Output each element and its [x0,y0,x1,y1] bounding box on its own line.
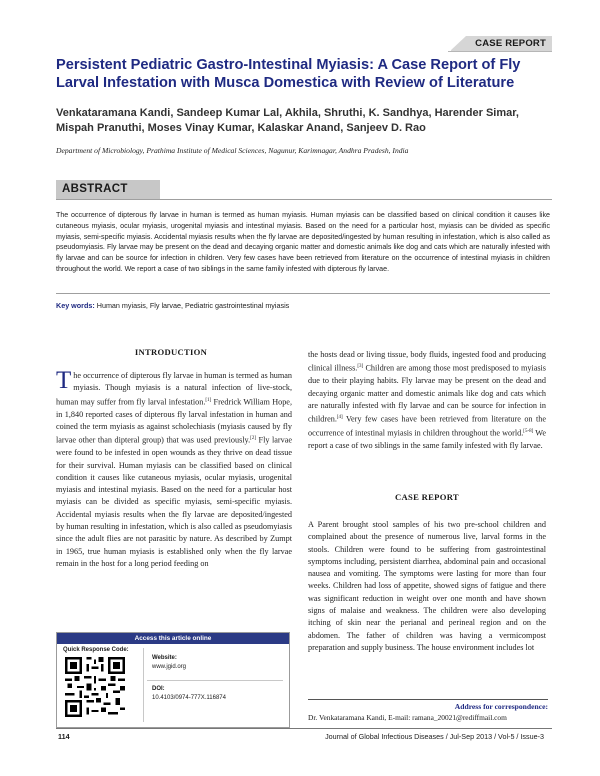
access-divider [147,680,283,681]
correspondence-text[interactable]: Dr. Venkataramana Kandi, E-mail: ramana_20021@rediffmail.com [308,713,507,722]
abstract-heading: ABSTRACT [56,180,160,199]
citation-link[interactable]: [3] [357,364,364,370]
correspondence-heading: Address for correspondence: [454,702,548,711]
keywords [56,293,550,311]
intro-text-2: Fredrick William Hope, in 1,840 reported cases of dipterous fly larval infestation in human and coined the term myiasis as against scholechiasis (myiasis caused by fly larvae other than dipteral group) that was used previously. [56,397,292,445]
author-list: Venkataramana Kandi, Sandeep Kumar Lal, Akhila, Shruthi, K. Sandhya, Harender Simar, Mispah Pranuthi, Moses Vinay Kumar, Kalaskar Anand, Sanjeev D. Rao [56,107,519,134]
keywords-label: Key words: [56,301,95,310]
case-report-badge: CASE REPORT [451,36,552,51]
qr-label: Quick Response Code: [63,647,129,653]
abstract-text: The occurrence of dipterous fly larvae in human is termed as human myiasis. Human myiasis can be classified based on clinical condition it causes like cutaneous myiasis, ocular myiasis, urogenital myiasis and intestinal myiasis. Based on the need for a particular host, myiasis can be divided as specific myiasis, semi-specific myiasis. Accidental myiasis results when the fly larvae are deposited/ingested by human resulting in infestation, which is also called as pseudomyiasis. Fly larvae may be present on the dead and decaying organic matter and domestic animals like dog and cats which are naturally infested with fly larvae and can be source for infection in children. Very few cases have been retrieved from literature on the occurrence of intestinal myiasis in children throughout the world. We report a case of two siblings in the same family infested with dipterous fly larvae. [56,211,550,273]
correspondence-rule [308,699,548,700]
footer-rule [56,728,552,729]
access-online-box [56,632,290,728]
doi-link[interactable]: 10.4103/0974-777X.116874 [152,695,226,701]
keywords-list: Human myiasis, Fly larvae, Pediatric gastrointestinal myiasis [96,301,290,310]
intro-text-4: the hosts dead or living tissue, body fluids, ingested food and producing clinical illness. [308,350,546,374]
affiliation: Department of Microbiology, Prathima Institute of Medical Sciences, Nagunur, Karimnagar, Andhra Pradesh, India [56,146,409,155]
abstract-rule [56,199,552,200]
access-divider [143,648,144,722]
case-report-paragraph: A Parent brought stool samples of his two pre-school children and complained about the presence of numerous live, larval forms in the stools. Children were found to be suffering from gastrointestinal symptoms including, persistent diarrhea, abdominal pain and occasional nausea and vomiting. The symptoms were lasting for more than four weeks. Children had loss of appetite, showed signs of fatigue and there was significant reduction in weight over one month and have shown signs of malaise and weakness. The children were also developing itching of skin near the perianal and perineal region and on the abdomen. The father of children was having a vermicompost preparation and supply business. The house environment includes lot [308,520,546,652]
introduction-paragraph [56,367,292,570]
citation-link[interactable]: [1] [205,397,212,403]
website-link[interactable]: www.jgid.org [152,664,187,670]
citation-link[interactable]: [2] [250,436,256,442]
introduction-heading: INTRODUCTION [134,347,208,357]
journal-citation: Journal of Global Infectious Diseases / Jul-Sep 2013 / Vol-5 / Issue-3 [325,732,544,741]
citation-link[interactable]: [4] [336,415,343,421]
citation-link[interactable]: [5-8] [523,429,534,435]
introduction-continued [308,349,546,453]
dropcap: T [56,367,72,394]
website-label: Website: [152,655,177,661]
qr-code-icon[interactable] [65,657,125,717]
case-report-heading: CASE REPORT [395,492,459,502]
intro-text-1: he occurrence of dipterous fly larvae in human is termed as human myiasis. Though myiasis is a natural infection of live-stock, human may suffer from fly larval infestation. [56,371,292,407]
page-number: 114 [58,732,70,741]
intro-text-5: Children are among those most predisposed to myiasis due to their playing habits. Fly larvae may be present on the dead and decaying organic matter and domestic animals like dog and cats which are naturally infested with fly larvae and can be source for infection in children. [308,364,546,424]
header-rule [448,51,552,52]
access-heading: Access this article online [57,633,289,644]
article-title: Persistent Pediatric Gastro-Intestinal Myiasis: A Case Report of Fly Larval Infestation with Musca Domestica with Review of Literature [56,57,521,91]
intro-text-7: We report a case of two siblings in the same family infested with fly larvae. [308,428,546,451]
intro-text-3: Fly larvae were found to be infested in open wounds as they thrive on dead tissue for their survival. Human myiasis can be classified based on clinical condition it causes like cutaneous myiasis, ocular myiasis, urogenital myiasis and intestinal myiasis. Based on the need for a particular host myiasis can be divided as specific myiasis, semi-specific myiasis. Accidental myiasis results when the fly larvae are deposited/ingested by human resulting in infestation, which is also called as pseudomyiasis since the adult flies are not parasitic by nature. As described by Zumpt in 1965, true human myiasis is established only when the fly larvae remain in the host for a long period feeding on [56,435,292,568]
doi-label: DOI: [152,686,165,692]
intro-text-6: Very few cases have been retrieved from literature on the occurrence of intestinal myiasis in children throughout the world. [308,414,546,438]
